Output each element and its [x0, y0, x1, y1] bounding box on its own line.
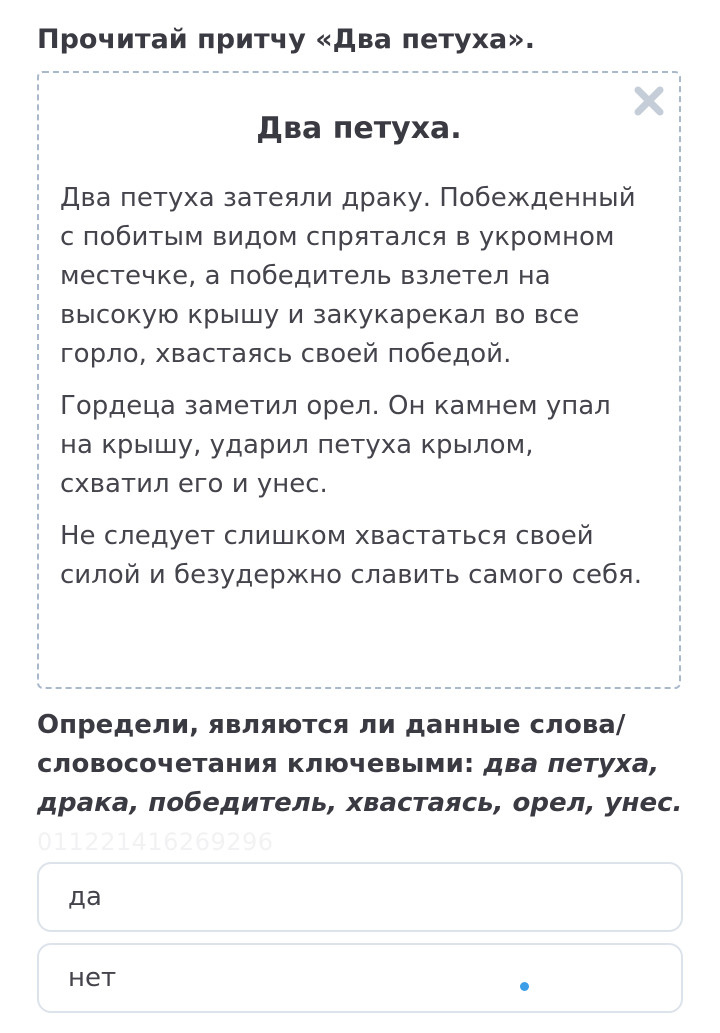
cursor-dot: [520, 982, 529, 991]
story-paragraph: Не следует слишком хвастаться своей силой и безудержно славить самого себя.: [60, 521, 642, 590]
question-prefix: Определи, являются ли данные слова/словосочетания ключевыми:: [37, 710, 626, 779]
watermark-id: 011221416269296: [37, 828, 274, 856]
story-panel: [37, 71, 681, 689]
story-paragraph: Два петуха затеяли драку. Побежденный с побитым видом спрятался в укромном местечке, а победитель взлетел на высокую крышу и закукарекал во все горло, хвастаясь своей победой.: [60, 183, 636, 369]
answer-option-no[interactable]: [37, 943, 683, 1013]
answer-option-label: да: [68, 882, 102, 912]
instruction-heading: Прочитай притчу «Два петуха».: [37, 24, 535, 55]
answer-option-label: нет: [68, 963, 117, 993]
question-keywords: два петуха, драка, победитель, хвастаясь, орел, унес.: [37, 749, 683, 818]
story-title: Два петуха.: [256, 111, 462, 146]
story-paragraph: Гордеца заметил орел. Он камнем упал на крышу, ударил петуха крылом, схватил его и унес.: [60, 391, 611, 499]
answer-option-yes[interactable]: [37, 862, 683, 932]
question-text: [37, 706, 697, 823]
story-text: [60, 179, 650, 608]
